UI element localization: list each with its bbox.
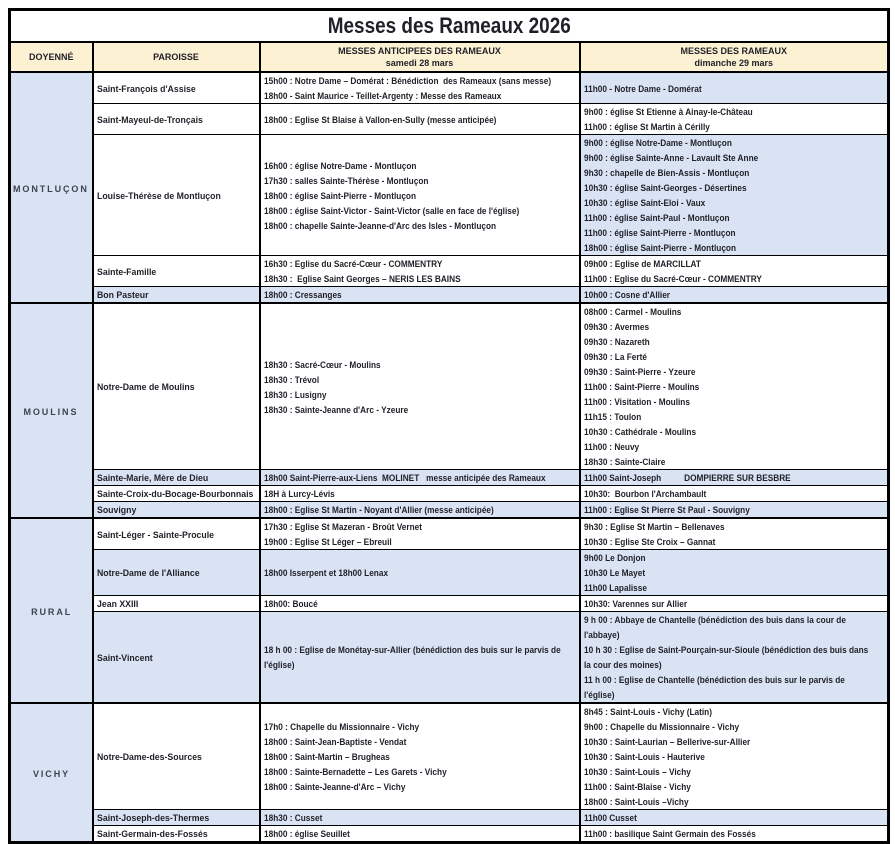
page-title-text: Messes des Rameaux 2026 xyxy=(327,13,571,38)
mass-line: Notre-Dame de Moulins xyxy=(96,382,195,393)
parish-row xyxy=(10,470,889,486)
mass-line: 17h30 : Eglise St Mazeran - Broût Vernet xyxy=(263,522,422,533)
mass-line: 11h15 : Toulon xyxy=(583,412,641,423)
mass-line: 11h00 - Notre Dame - Domérat xyxy=(583,83,702,95)
mass-line: 18h00 - Saint Maurice - Teillet-Argenty : Messe des Rameaux xyxy=(263,91,501,102)
column-header-sunday xyxy=(580,42,889,72)
mass-line: 09h30 : La Ferté xyxy=(583,352,647,363)
mass-line: 11h00 : Saint-Pierre - Moulins xyxy=(583,382,699,393)
mass-line: Souvigny xyxy=(96,505,136,516)
doyenne-cell xyxy=(10,303,93,518)
mass-line: 10h30 : église Saint-Georges - Désertines xyxy=(583,183,747,194)
mass-line: 09h00 : Eglise de MARCILLAT xyxy=(583,259,701,270)
mass-line: 18h00 Isserpent et 18h00 Lenax xyxy=(263,568,388,579)
mass-line: 18h00 : Eglise St Martin - Noyant d'Allier (messe anticipée) xyxy=(263,505,494,516)
mass-line: 17h30 : salles Sainte-Thérèse - Montluçon xyxy=(263,175,428,187)
sunday-masses-cell xyxy=(580,518,889,550)
saturday-masses-cell xyxy=(260,550,580,596)
mass-line: 18H à Lurcy-Lévis xyxy=(263,489,335,500)
paroisse-cell xyxy=(93,612,260,704)
saturday-masses-cell xyxy=(260,612,580,704)
mass-line: Louise-Thérèse de Montluçon xyxy=(96,190,221,202)
mass-line: 11h00 : basilique Saint Germain des Fossés xyxy=(583,829,756,840)
mass-line: 18h00 : Saint-Louis –Vichy xyxy=(583,797,689,808)
mass-line: 9h00 : église St Etienne à Ainay-le-Château xyxy=(583,107,753,118)
sunday-masses-cell xyxy=(580,612,889,704)
mass-line: 9h30 : chapelle de Bien-Assis - Montluçon xyxy=(583,168,749,179)
mass-line: 10h30 : Saint-Laurian – Bellerive-sur-Allier xyxy=(583,737,750,748)
mass-line: 17h0 : Chapelle du Missionnaire - Vichy xyxy=(263,722,419,733)
paroisse-cell xyxy=(93,135,260,256)
mass-line: 18 h 00 : Eglise de Monétay-sur-Allier (bénédiction des buis sur le parvis de xyxy=(263,645,561,656)
mass-line: Saint-François d'Assise xyxy=(96,83,196,95)
mass-line: 10h30 : Saint-Louis - Hauterive xyxy=(583,752,705,763)
paroisse-cell xyxy=(93,826,260,843)
mass-line: 18h00 : église Saint-Pierre - Montluçon xyxy=(263,190,416,202)
sunday-masses-cell xyxy=(580,486,889,502)
page-title xyxy=(10,10,889,43)
paroisse-cell xyxy=(93,486,260,502)
mass-line: Sainte-Famille xyxy=(96,266,156,278)
parish-row xyxy=(10,72,889,104)
paroisse-cell xyxy=(93,104,260,135)
paroisse-cell xyxy=(93,256,260,287)
parish-row xyxy=(10,256,889,287)
mass-line: 09h30 : Avermes xyxy=(583,322,649,333)
parish-row xyxy=(10,518,889,550)
mass-line: 10h30 : Saint-Louis – Vichy xyxy=(583,767,691,778)
saturday-masses-cell xyxy=(260,287,580,304)
mass-line: 09h30 : Nazareth xyxy=(583,337,650,348)
mass-line: l'église) xyxy=(263,660,294,671)
doyenne-cell xyxy=(10,72,93,303)
saturday-header-date: samedi 28 mars xyxy=(385,58,454,68)
saturday-masses-cell xyxy=(260,826,580,843)
mass-line: Saint-Germain-des-Fossés xyxy=(96,829,208,840)
mass-line: 19h00 : Eglise St Léger – Ebreuil xyxy=(263,537,392,548)
saturday-masses-cell xyxy=(260,135,580,256)
mass-line: 18h00 : église Saint-Pierre - Montluçon xyxy=(583,243,736,254)
sunday-masses-cell xyxy=(580,826,889,843)
mass-line: 18h30 : Sacré-Cœur - Moulins xyxy=(263,359,381,371)
mass-line: 11h00 Cusset xyxy=(583,813,637,824)
mass-line: 18h00 : Sainte-Bernadette – Les Garets - Vichy xyxy=(263,767,447,778)
parish-row xyxy=(10,596,889,612)
sunday-masses-cell xyxy=(580,303,889,470)
saturday-masses-cell xyxy=(260,303,580,470)
mass-line: 18h30 : Cusset xyxy=(263,813,322,824)
title-row xyxy=(10,10,889,43)
parish-row xyxy=(10,135,889,256)
saturday-masses-cell xyxy=(260,703,580,810)
mass-line: 11h00 : Neuvy xyxy=(583,442,639,453)
mass-line: 9h00 Le Donjon xyxy=(583,553,646,564)
mass-line: 18h00 : Cressanges xyxy=(263,290,342,301)
doyenne-cell xyxy=(10,703,93,843)
sunday-masses-cell xyxy=(580,287,889,304)
mass-line: Bon Pasteur xyxy=(96,290,148,301)
sunday-masses-cell xyxy=(580,703,889,810)
mass-line: Notre-Dame-des-Sources xyxy=(96,752,202,763)
doyenne-label: MONTLUÇON xyxy=(13,183,90,195)
mass-schedule-table xyxy=(8,8,890,844)
mass-line: 18h00 : Sainte-Jeanne-d'Arc – Vichy xyxy=(263,782,405,793)
document-page xyxy=(8,8,890,844)
mass-line: 9 h 00 : Abbaye de Chantelle (bénédiction des buis dans la cour de xyxy=(583,615,846,626)
mass-line: 18h00 : Saint-Martin – Brugheas xyxy=(263,752,390,763)
mass-line: 10 h 30 : Eglise de Saint-Pourçain-sur-Sioule (bénédiction des buis dans xyxy=(583,645,868,656)
paroisse-cell xyxy=(93,703,260,810)
mass-line: 10h30 : Eglise Ste Croix – Gannat xyxy=(583,537,715,548)
paroisse-cell xyxy=(93,287,260,304)
mass-line: 9h00 : église Notre-Dame - Montluçon xyxy=(583,138,732,149)
mass-line: 18h30 : Sainte-Claire xyxy=(583,457,665,468)
sunday-masses-cell xyxy=(580,550,889,596)
mass-line: 10h30 : Cathédrale - Moulins xyxy=(583,427,696,438)
doyenne-cell xyxy=(10,518,93,703)
doyenne-label: VICHY xyxy=(32,768,70,780)
paroisse-cell xyxy=(93,303,260,470)
paroisse-cell xyxy=(93,596,260,612)
mass-line: 11h00 Saint-Joseph DOMPIERRE SUR BESBRE xyxy=(583,473,791,484)
mass-line: 11 h 00 : Eglise de Chantelle (bénédiction des buis sur le parvis de xyxy=(583,675,845,686)
paroisse-cell xyxy=(93,810,260,826)
mass-line: 10h30 : église Saint-Eloi - Vaux xyxy=(583,198,705,209)
sunday-header-date: dimanche 29 mars xyxy=(694,58,774,68)
mass-line: Saint-Mayeul-de-Tronçais xyxy=(96,114,203,126)
paroisse-cell xyxy=(93,518,260,550)
mass-line: 10h30: Bourbon l'Archambault xyxy=(583,489,706,500)
column-header-paroisse: PAROISSE xyxy=(93,42,260,72)
mass-line: 15h00 : Notre Dame – Domérat : Bénédiction des Rameaux (sans messe) xyxy=(263,76,551,87)
sunday-masses-cell xyxy=(580,502,889,519)
saturday-masses-cell xyxy=(260,518,580,550)
parish-row xyxy=(10,287,889,304)
mass-line: 11h00 : Eglise St Pierre St Paul - Souvigny xyxy=(583,505,750,516)
saturday-masses-cell xyxy=(260,256,580,287)
mass-line: 10h30: Varennes sur Allier xyxy=(583,599,687,610)
parish-row xyxy=(10,502,889,519)
parish-row xyxy=(10,612,889,704)
paroisse-cell xyxy=(93,550,260,596)
mass-line: Saint-Vincent xyxy=(96,652,153,664)
mass-line: 18h30 : Trévol xyxy=(263,374,319,386)
mass-line: 18h00: Boucé xyxy=(263,599,318,610)
mass-line: Jean XXIII xyxy=(96,599,138,610)
paroisse-cell xyxy=(93,470,260,486)
mass-line: 16h00 : église Notre-Dame - Montluçon xyxy=(263,160,416,172)
parish-row xyxy=(10,703,889,810)
parish-row xyxy=(10,104,889,135)
schedule-body xyxy=(10,72,889,843)
parish-row xyxy=(10,303,889,470)
column-header-row xyxy=(10,42,889,72)
mass-line: 9h00 : Chapelle du Missionnaire - Vichy xyxy=(583,722,739,733)
mass-line: 11h00 : église Saint-Paul - Montluçon xyxy=(583,213,730,224)
mass-line: 8h45 : Saint-Louis - Vichy (Latin) xyxy=(583,707,712,718)
saturday-masses-cell xyxy=(260,104,580,135)
mass-line: l'abbaye) xyxy=(583,630,620,641)
mass-line: Saint-Joseph-des-Thermes xyxy=(96,813,209,824)
mass-line: 11h00 : Saint-Blaise - Vichy xyxy=(583,782,691,793)
mass-line: Sainte-Croix-du-Bocage-Bourbonnais xyxy=(96,489,253,500)
mass-line: 09h30 : Saint-Pierre - Yzeure xyxy=(583,367,695,378)
sunday-masses-cell xyxy=(580,104,889,135)
sunday-masses-cell xyxy=(580,596,889,612)
saturday-masses-cell xyxy=(260,72,580,104)
mass-line: 18h00 : église Saint-Victor - Saint-Victor (salle en face de l'église) xyxy=(263,205,519,217)
saturday-header-title: MESSES ANTICIPEES DES RAMEAUX xyxy=(338,46,501,56)
mass-line: 18h00 : chapelle Sainte-Jeanne-d'Arc des Isles - Montluçon xyxy=(263,220,496,232)
mass-line: 11h00 : église St Martin à Cérilly xyxy=(583,122,710,133)
saturday-masses-cell xyxy=(260,470,580,486)
saturday-masses-cell xyxy=(260,486,580,502)
mass-line: Sainte-Marie, Mère de Dieu xyxy=(96,473,208,484)
mass-line: 11h00 : Visitation - Moulins xyxy=(583,397,690,408)
mass-line: 18h00 Saint-Pierre-aux-Liens MOLINET messe anticipée des Rameaux xyxy=(263,473,546,484)
saturday-masses-cell xyxy=(260,502,580,519)
mass-line: 18h30 : Sainte-Jeanne d'Arc - Yzeure xyxy=(263,404,408,416)
sunday-masses-cell xyxy=(580,256,889,287)
saturday-masses-cell xyxy=(260,810,580,826)
doyenne-label: RURAL xyxy=(30,606,72,618)
mass-line: 9h00 : église Sainte-Anne - Lavault Ste Anne xyxy=(583,153,758,164)
mass-line: 9h30 : Eglise St Martin – Bellenaves xyxy=(583,522,725,533)
mass-line: 18h00 : Saint-Jean-Baptiste - Vendat xyxy=(263,737,406,748)
mass-line: Notre-Dame de l'Alliance xyxy=(96,568,200,579)
sunday-masses-cell xyxy=(580,72,889,104)
mass-line: Saint-Léger - Sainte-Procule xyxy=(96,529,214,541)
mass-line: 11h00 Lapalisse xyxy=(583,583,647,594)
parish-row xyxy=(10,826,889,843)
sunday-masses-cell xyxy=(580,470,889,486)
parish-row xyxy=(10,486,889,502)
mass-line: 10h30 Le Mayet xyxy=(583,568,645,579)
mass-line: 18h00 : église Seuillet xyxy=(263,829,350,840)
mass-line: 08h00 : Carmel - Moulins xyxy=(583,307,681,318)
mass-line: 11h00 : Eglise du Sacré-Cœur - COMMENTRY xyxy=(583,274,762,285)
mass-line: 16h30 : Eglise du Sacré-Cœur - COMMENTRY xyxy=(263,259,442,270)
sunday-header-title: MESSES DES RAMEAUX xyxy=(680,46,788,56)
saturday-masses-cell xyxy=(260,596,580,612)
parish-row xyxy=(10,550,889,596)
column-header-saturday xyxy=(260,42,580,72)
doyenne-label: MOULINS xyxy=(23,406,79,418)
mass-line: 18h30 : Eglise Saint Georges – NERIS LES BAINS xyxy=(263,274,461,285)
mass-line: 18h00 : Eglise St Blaise à Vallon-en-Sully (messe anticipée) xyxy=(263,114,496,126)
parish-row xyxy=(10,810,889,826)
mass-line: 11h00 : église Saint-Pierre - Montluçon xyxy=(583,228,736,239)
mass-line: 18h30 : Lusigny xyxy=(263,389,326,401)
paroisse-cell xyxy=(93,72,260,104)
paroisse-cell xyxy=(93,502,260,519)
mass-line: la cour des moines) xyxy=(583,660,662,671)
sunday-masses-cell xyxy=(580,135,889,256)
sunday-masses-cell xyxy=(580,810,889,826)
mass-line: 10h00 : Cosne d'Allier xyxy=(583,290,670,301)
column-header-doyenne: DOYENNÉ xyxy=(10,42,93,72)
mass-line: l'église) xyxy=(583,690,614,701)
